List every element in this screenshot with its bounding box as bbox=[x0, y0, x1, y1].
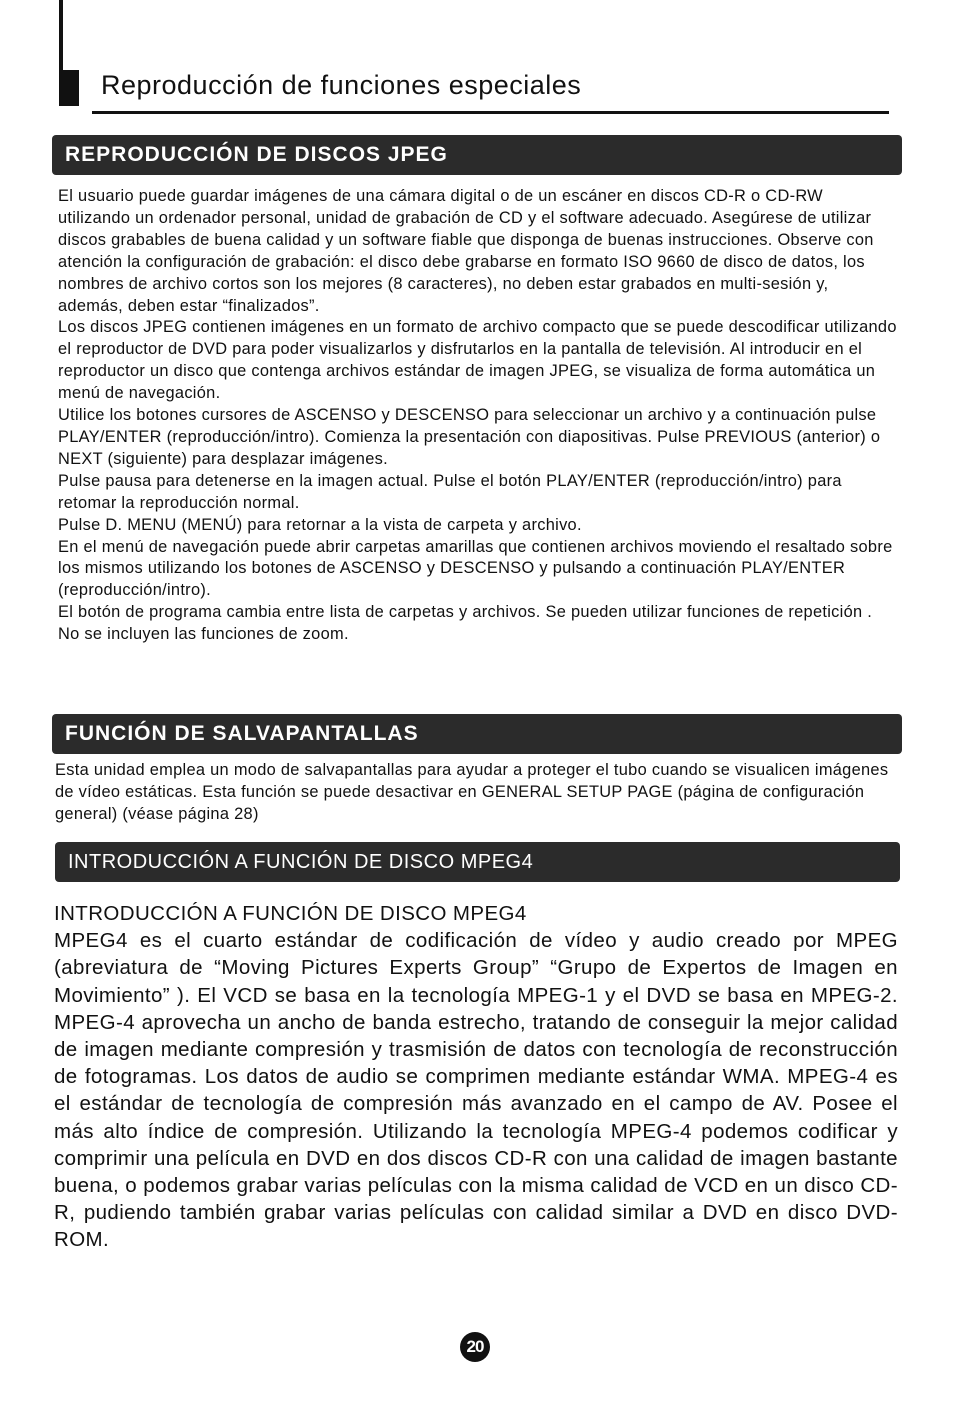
header-accent-block bbox=[59, 70, 79, 106]
header-accent-line bbox=[59, 0, 63, 74]
paragraph: No se incluyen las funciones de zoom. bbox=[58, 625, 349, 644]
section-heading-jpeg: REPRODUCCIÓN DE DISCOS JPEG bbox=[52, 135, 902, 175]
title-underline bbox=[92, 111, 889, 114]
page-number-badge: 20 bbox=[460, 1332, 490, 1362]
paragraph: Utilice los botones cursores de ASCENSO y DESCENSO para seleccionar un archivo y a continuación pulse PLAY/ENTER (reproducción/intro). Comienza la presentación con diapositivas. Pulse PREVIOUS (anterior) o NEXT (siguiente) para desplazar imágenes. bbox=[58, 406, 881, 468]
mpeg4-paragraph: MPEG4 es el cuarto estándar de codificación de vídeo y audio creado por MPEG (abreviatura de “Moving Pictures Experts Group” “Grupo de Expertos de Imagen en Movimiento” ). El VCD se basa en la tecnología MPEG-1 y el DVD se basa en MPEG-2. MPEG-4 aprovecha un ancho de banda estrecho, tratando de conseguir la mejor calidad de imagen mediante compresión y trasmisión de datos con tecnología de reconstrucción de fotogramas. Los datos de audio se comprimen mediante estándar WMA. MPEG-4 es el estándar de tecnología de compresión más avanzado en el campo de AV. Posee el más alto índice de compresión. Utilizando la tecnología MPEG-4 podemos codificar y comprimir una película en DVD en dos discos CD-R con una calidad de imagen bastante buena, o podemos grabar varias películas con la misma calidad de VCD en un disco CD-R, pudiendo también grabar varias películas con calidad similar a DVD en disco DVD-ROM. bbox=[54, 929, 898, 1252]
paragraph: Pulse D. MENU (MENÚ) para retornar a la vista de carpeta y archivo. bbox=[58, 515, 582, 534]
page-title: Reproducción de funciones especiales bbox=[101, 70, 582, 100]
paragraph: Esta unidad emplea un modo de salvapantallas para ayudar a proteger el tubo cuando se visualicen imágenes de vídeo estáticas. Esta función se puede desactivar en GENERAL SETUP PAGE (página de configuración general) (véase página 28) bbox=[55, 761, 889, 823]
paragraph: Pulse pausa para detenerse en la imagen actual. Pulse el botón PLAY/ENTER (reproducción/intro) para retomar la reproducción normal. bbox=[58, 471, 842, 512]
paragraph: El usuario puede guardar imágenes de una cámara digital o de un escáner en discos CD-R o CD-RW utilizando un ordenador personal, unidad de grabación de CD y el software adecuado. Asegúrese de utilizar discos grabables de buena calidad y un software fiable que disponga de buenas instrucciones. Observe con atención la configuración de grabación: el disco debe grabarse en formato ISO 9660 de disco de datos, los nombres de archivo cortos son los mejores (8 caracteres), no deben estar grabados en multi-sesión y, además, deben estar “finalizados”. bbox=[58, 187, 874, 315]
mpeg4-subheading: INTRODUCCIÓN A FUNCIÓN DE DISCO MPEG4 bbox=[54, 902, 527, 925]
section-heading-mpeg4: INTRODUCCIÓN A FUNCIÓN DE DISCO MPEG4 bbox=[55, 842, 900, 882]
paragraph: En el menú de navegación puede abrir carpetas amarillas que contienen archivos moviendo el resaltado sobre los mismos utilizando los botones de ASCENSO y DESCENSO y pulsando a continuación PLAY/ENTER (reproducción/intro). bbox=[58, 537, 893, 600]
screensaver-section-body bbox=[55, 760, 895, 826]
jpeg-section-body bbox=[58, 186, 898, 646]
section-heading-screensaver: FUNCIÓN DE SALVAPANTALLAS bbox=[52, 714, 902, 754]
paragraph: El botón de programa cambia entre lista de carpetas y archivos. Se pueden utilizar funciones de repetición . bbox=[58, 603, 873, 622]
paragraph: Los discos JPEG contienen imágenes en un formato de archivo compacto que se puede descodificar utilizando el reproductor de DVD para poder visualizarlos y disfrutarlos en la pantalla de televisión. Al introducir en el reproductor un disco que contenga archivos estándar de imagen JPEG, se visualiza de forma automática un menú de navegación. bbox=[58, 318, 897, 403]
mpeg4-section-body bbox=[54, 900, 898, 1254]
